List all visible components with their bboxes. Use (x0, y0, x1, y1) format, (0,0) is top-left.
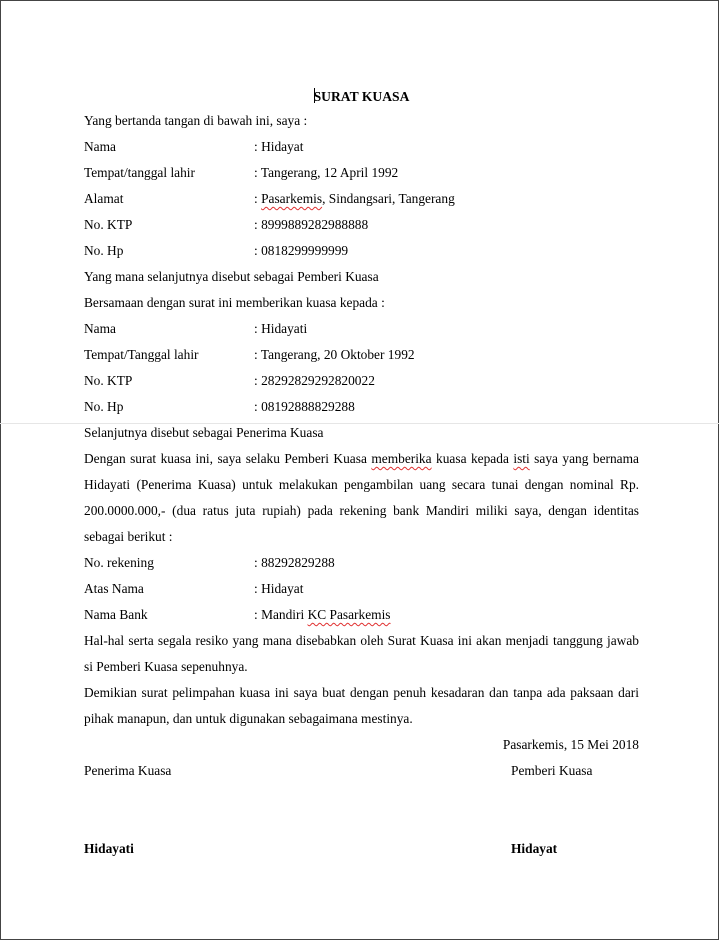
receiver-row-name (84, 316, 639, 342)
field-value: : Hidayat (254, 581, 304, 596)
receiver-row-phone (84, 394, 639, 420)
field-value: : Hidayati (254, 321, 308, 336)
spellcheck-flagged-word: Pasarkemis (261, 191, 323, 206)
giver-role-label: Pemberi Kuasa (511, 763, 593, 778)
spellcheck-flagged-word: isti (513, 451, 530, 466)
intro-line: Yang bertanda tangan di bawah ini, saya : (84, 113, 308, 128)
field-label: No. KTP (84, 373, 133, 388)
giver-row-birth (84, 160, 639, 186)
field-label: Alamat (84, 191, 124, 206)
field-value: : 28292829292820022 (254, 373, 375, 388)
field-value: : Pasarkemis, Sindangsari, Tangerang (254, 191, 455, 206)
field-value: : 8999889282988888 (254, 217, 369, 232)
field-label: Atas Nama (84, 581, 144, 596)
signature-roles (84, 758, 639, 784)
giver-row-name (84, 134, 639, 160)
receiver-signature-name: Hidayati (84, 841, 134, 856)
giver-signature-name: Hidayat (511, 841, 558, 856)
field-value: : Mandiri KC Pasarkemis (254, 607, 391, 622)
place-date: Pasarkemis, 15 Mei 2018 (502, 737, 639, 752)
field-label: Tempat/Tanggal lahir (84, 347, 199, 362)
bank-row-bank (84, 602, 639, 628)
field-label: Tempat/tanggal lahir (84, 165, 195, 180)
receiver-role-label: Penerima Kuasa (84, 763, 172, 778)
field-label: Nama (84, 321, 116, 336)
field-label: No. Hp (84, 243, 124, 258)
bank-row-holder (84, 576, 639, 602)
receiver-note: Selanjutnya disebut sebagai Penerima Kuasa (84, 425, 324, 440)
responsibility-paragraph: Hal-hal serta segala resiko yang mana disebabkan oleh Surat Kuasa ini akan menjadi tanggung jawab si Pemberi Kuasa sepenuhnya. (84, 633, 639, 674)
field-label: No. Hp (84, 399, 124, 414)
field-label: Nama (84, 139, 116, 154)
field-value: : 88292829288 (254, 555, 335, 570)
field-value: : Tangerang, 20 Oktober 1992 (254, 347, 415, 362)
receiver-intro: Bersamaan dengan surat ini memberikan kuasa kepada : (84, 295, 385, 310)
giver-row-phone (84, 238, 639, 264)
field-value: : 08192888829288 (254, 399, 355, 414)
closing-paragraph: Demikian surat pelimpahan kuasa ini saya buat dengan penuh kesadaran dan tanpa ada paksaan dari pihak manapun, dan untuk digunakan sebagaimana mestinya. (84, 685, 639, 726)
spellcheck-flagged-word: memberika (371, 451, 432, 466)
giver-note: Yang mana selanjutnya disebut sebagai Pemberi Kuasa (84, 269, 379, 284)
letter-title: SURAT KUASA (313, 89, 410, 104)
field-value: : Hidayat (254, 139, 304, 154)
receiver-row-ktp (84, 368, 639, 394)
field-label: Nama Bank (84, 607, 148, 622)
letter-body[interactable] (84, 86, 639, 862)
giver-row-address (84, 186, 639, 212)
giver-row-ktp (84, 212, 639, 238)
bank-row-account (84, 550, 639, 576)
signature-names (84, 836, 639, 862)
authorization-paragraph: Dengan surat kuasa ini, saya selaku Pemberi Kuasa memberika kuasa kepada isti saya yang bernama Hidayati (Penerima Kuasa) untuk melakukan pengambilan uang secara tunai dengan nominal Rp. 200.0000.000,- (dua ratus juta rupiah) pada rekening bank Mandiri miliki saya, dengan identitas sebagai berikut : (84, 451, 639, 544)
field-value: : 0818299999999 (254, 243, 349, 258)
field-label: No. rekening (84, 555, 154, 570)
receiver-row-birth (84, 342, 639, 368)
field-label: No. KTP (84, 217, 133, 232)
field-value: : Tangerang, 12 April 1992 (254, 165, 399, 180)
spellcheck-flagged-word: KC Pasarkemis (307, 607, 391, 622)
